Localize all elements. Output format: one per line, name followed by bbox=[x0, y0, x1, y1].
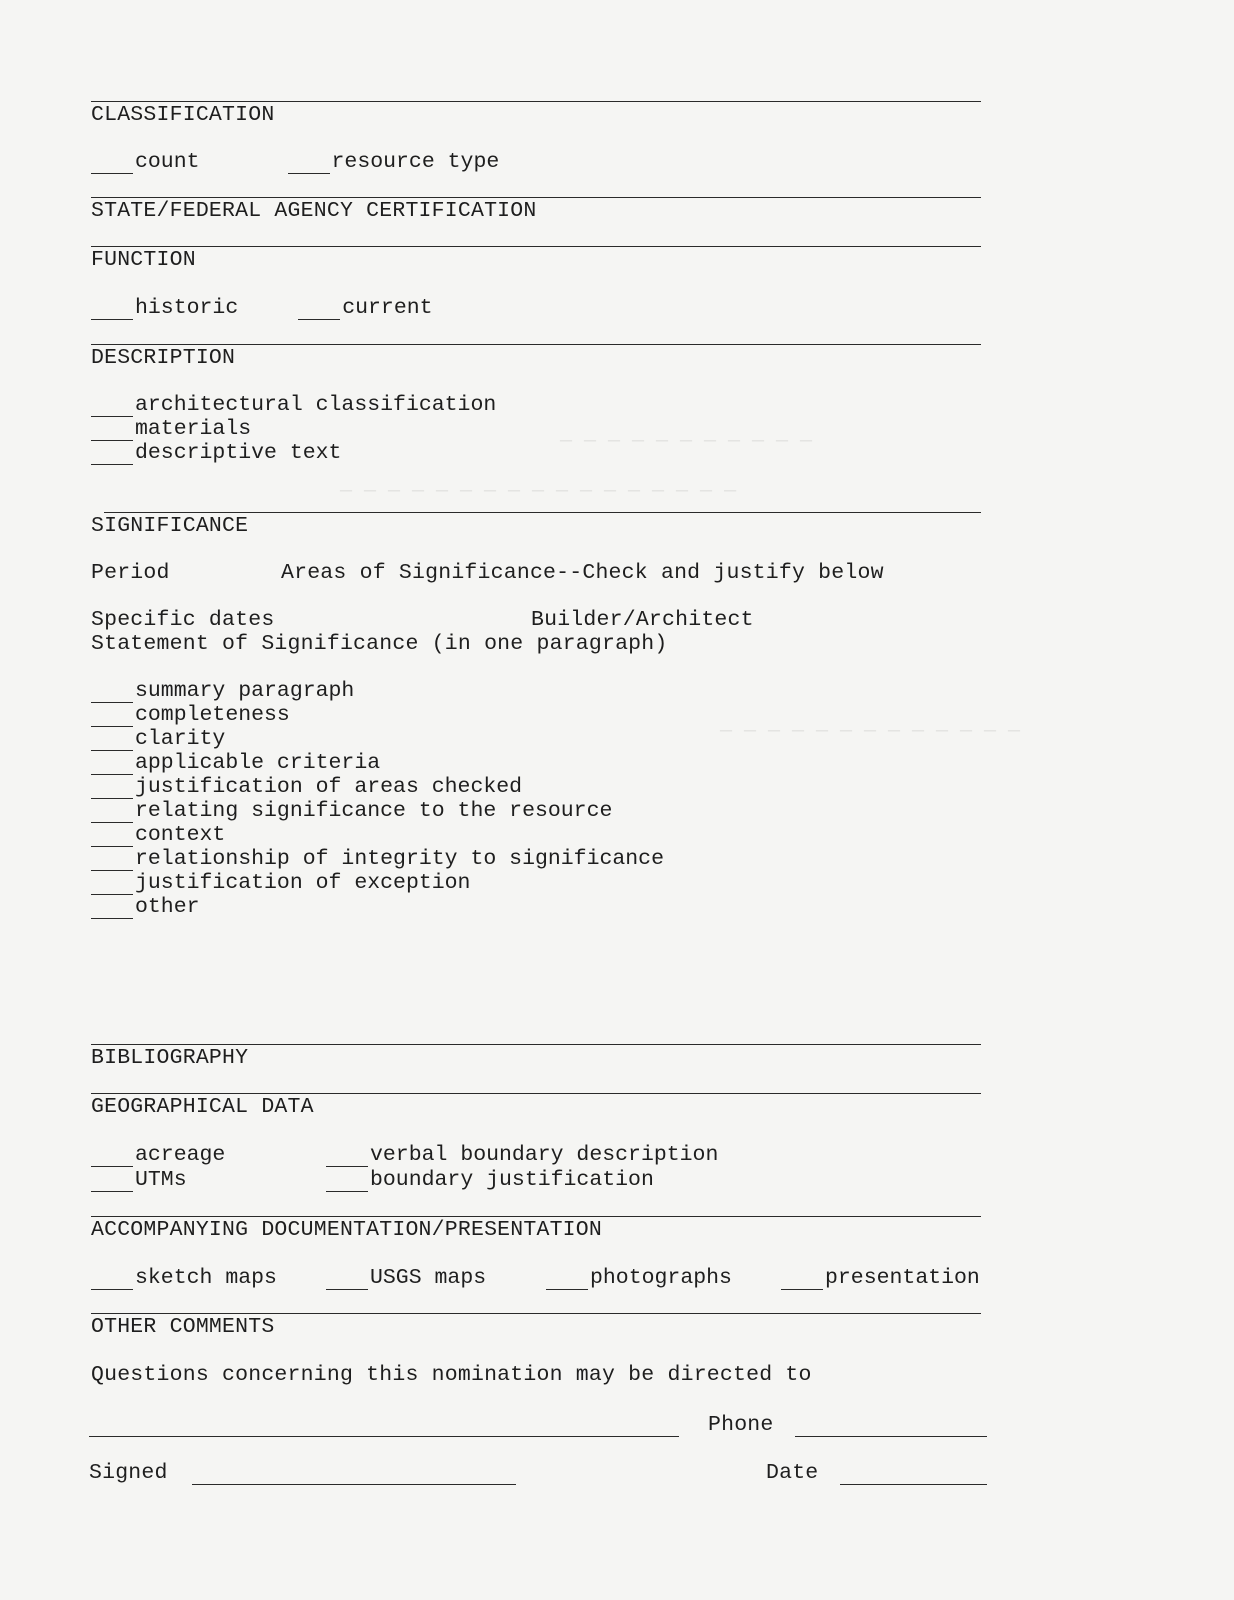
usgs-maps-checkbox[interactable] bbox=[326, 1266, 486, 1290]
check-blank[interactable] bbox=[91, 1173, 133, 1192]
bleed-through-mark: — — — — — — — — — — — — — bbox=[720, 720, 1021, 743]
boundary-justification-label: boundary justification bbox=[370, 1168, 654, 1192]
check-blank[interactable] bbox=[91, 852, 133, 871]
check-blank[interactable] bbox=[326, 1271, 368, 1290]
presentation-checkbox[interactable] bbox=[781, 1266, 980, 1290]
other-label: other bbox=[135, 895, 200, 919]
check-blank[interactable] bbox=[326, 1148, 368, 1167]
significance-option[interactable] bbox=[91, 847, 664, 871]
acreage-checkbox[interactable] bbox=[91, 1143, 225, 1167]
description-heading: DESCRIPTION bbox=[91, 346, 236, 370]
completeness-label: completeness bbox=[135, 703, 290, 727]
function-heading: FUNCTION bbox=[91, 248, 196, 272]
check-blank[interactable] bbox=[91, 828, 133, 847]
summary-paragraph-label: summary paragraph bbox=[135, 679, 355, 703]
verbal-boundary-label: verbal boundary description bbox=[370, 1143, 719, 1167]
specific-dates-label: Specific dates bbox=[91, 608, 275, 632]
materials-label: materials bbox=[135, 417, 252, 441]
presentation-label: presentation bbox=[825, 1266, 980, 1290]
date-line[interactable] bbox=[840, 1484, 987, 1485]
check-blank[interactable] bbox=[91, 398, 133, 417]
certification-heading: STATE/FEDERAL AGENCY CERTIFICATION bbox=[91, 199, 537, 223]
context-label: context bbox=[135, 823, 226, 847]
current-checkbox[interactable] bbox=[298, 296, 432, 320]
photographs-checkbox[interactable] bbox=[546, 1266, 732, 1290]
descriptive-text-label: descriptive text bbox=[135, 441, 342, 465]
utms-checkbox[interactable] bbox=[91, 1168, 187, 1192]
significance-option[interactable] bbox=[91, 679, 354, 703]
check-blank[interactable] bbox=[91, 708, 133, 727]
section-rule bbox=[91, 344, 981, 345]
check-blank[interactable] bbox=[326, 1173, 368, 1192]
architectural-classification-label: architectural classification bbox=[135, 393, 497, 417]
questions-text: Questions concerning this nomination may be directed to bbox=[91, 1363, 812, 1387]
check-blank[interactable] bbox=[91, 900, 133, 919]
signature-line[interactable] bbox=[192, 1484, 516, 1485]
phone-line[interactable] bbox=[795, 1436, 987, 1437]
significance-heading: SIGNIFICANCE bbox=[91, 514, 249, 538]
sketch-maps-checkbox[interactable] bbox=[91, 1266, 277, 1290]
significance-option[interactable] bbox=[91, 751, 380, 775]
check-blank[interactable] bbox=[91, 422, 133, 441]
contact-name-line[interactable] bbox=[89, 1436, 679, 1437]
check-blank[interactable] bbox=[91, 732, 133, 751]
current-label: current bbox=[342, 296, 433, 320]
section-rule bbox=[91, 101, 981, 102]
areas-label: Areas of Significance--Check and justify below bbox=[281, 561, 884, 585]
check-blank[interactable] bbox=[91, 1271, 133, 1290]
check-blank[interactable] bbox=[781, 1271, 823, 1290]
description-option[interactable] bbox=[91, 393, 496, 417]
photographs-label: photographs bbox=[590, 1266, 732, 1290]
check-blank[interactable] bbox=[91, 876, 133, 895]
description-option[interactable] bbox=[91, 417, 251, 441]
utms-label: UTMs bbox=[135, 1168, 187, 1192]
significance-option[interactable] bbox=[91, 871, 470, 895]
usgs-maps-label: USGS maps bbox=[370, 1266, 487, 1290]
check-blank[interactable] bbox=[298, 301, 340, 320]
classification-options bbox=[91, 150, 499, 174]
clarity-label: clarity bbox=[135, 727, 226, 751]
significance-option[interactable] bbox=[91, 895, 200, 919]
check-blank[interactable] bbox=[91, 684, 133, 703]
section-rule bbox=[91, 246, 981, 247]
justification-areas-label: justification of areas checked bbox=[135, 775, 523, 799]
section-rule bbox=[104, 512, 981, 513]
acreage-label: acreage bbox=[135, 1143, 226, 1167]
significance-option[interactable] bbox=[91, 775, 522, 799]
verbal-boundary-checkbox[interactable] bbox=[326, 1143, 718, 1167]
comments-heading: OTHER COMMENTS bbox=[91, 1315, 275, 1339]
check-blank[interactable] bbox=[91, 780, 133, 799]
date-label: Date bbox=[766, 1461, 819, 1485]
historic-label: historic bbox=[135, 296, 239, 320]
section-rule bbox=[91, 1093, 981, 1094]
phone-label: Phone bbox=[708, 1413, 774, 1437]
section-rule bbox=[91, 1313, 981, 1314]
significance-option[interactable] bbox=[91, 823, 225, 847]
signed-label: Signed bbox=[89, 1461, 168, 1485]
resource-type-checkbox[interactable] bbox=[288, 150, 500, 174]
significance-option[interactable] bbox=[91, 703, 290, 727]
bibliography-heading: BIBLIOGRAPHY bbox=[91, 1046, 249, 1070]
statement-label: Statement of Significance (in one paragraph) bbox=[91, 632, 668, 656]
documentation-heading: ACCOMPANYING DOCUMENTATION/PRESENTATION bbox=[91, 1218, 602, 1242]
bleed-through-mark: — — — — — — — — — — — — — — — — — bbox=[340, 480, 737, 503]
check-blank[interactable] bbox=[91, 446, 133, 465]
justification-exception-label: justification of exception bbox=[135, 871, 471, 895]
section-rule bbox=[91, 1044, 981, 1045]
sketch-maps-label: sketch maps bbox=[135, 1266, 277, 1290]
check-blank[interactable] bbox=[91, 1148, 133, 1167]
significance-option[interactable] bbox=[91, 727, 225, 751]
description-option[interactable] bbox=[91, 441, 341, 465]
significance-option[interactable] bbox=[91, 799, 612, 823]
count-checkbox[interactable] bbox=[91, 150, 200, 174]
relating-significance-label: relating significance to the resource bbox=[135, 799, 613, 823]
check-blank[interactable] bbox=[288, 155, 330, 174]
resource-type-label: resource type bbox=[331, 150, 500, 174]
builder-architect-label: Builder/Architect bbox=[531, 608, 754, 632]
count-label: count bbox=[135, 150, 200, 174]
function-options bbox=[91, 296, 433, 320]
classification-heading: CLASSIFICATION bbox=[91, 103, 275, 127]
geographical-heading: GEOGRAPHICAL DATA bbox=[91, 1095, 314, 1119]
applicable-criteria-label: applicable criteria bbox=[135, 751, 381, 775]
check-blank[interactable] bbox=[91, 155, 133, 174]
boundary-justification-checkbox[interactable] bbox=[326, 1168, 654, 1192]
check-blank[interactable] bbox=[91, 756, 133, 775]
period-label: Period bbox=[91, 561, 170, 585]
section-rule bbox=[91, 1216, 981, 1217]
check-blank[interactable] bbox=[91, 301, 133, 320]
integrity-label: relationship of integrity to significance bbox=[135, 847, 664, 871]
check-blank[interactable] bbox=[546, 1271, 588, 1290]
historic-checkbox[interactable] bbox=[91, 296, 238, 320]
bleed-through-mark: — — — — — — — — — — — bbox=[560, 430, 813, 453]
check-blank[interactable] bbox=[91, 804, 133, 823]
section-rule bbox=[91, 197, 981, 198]
